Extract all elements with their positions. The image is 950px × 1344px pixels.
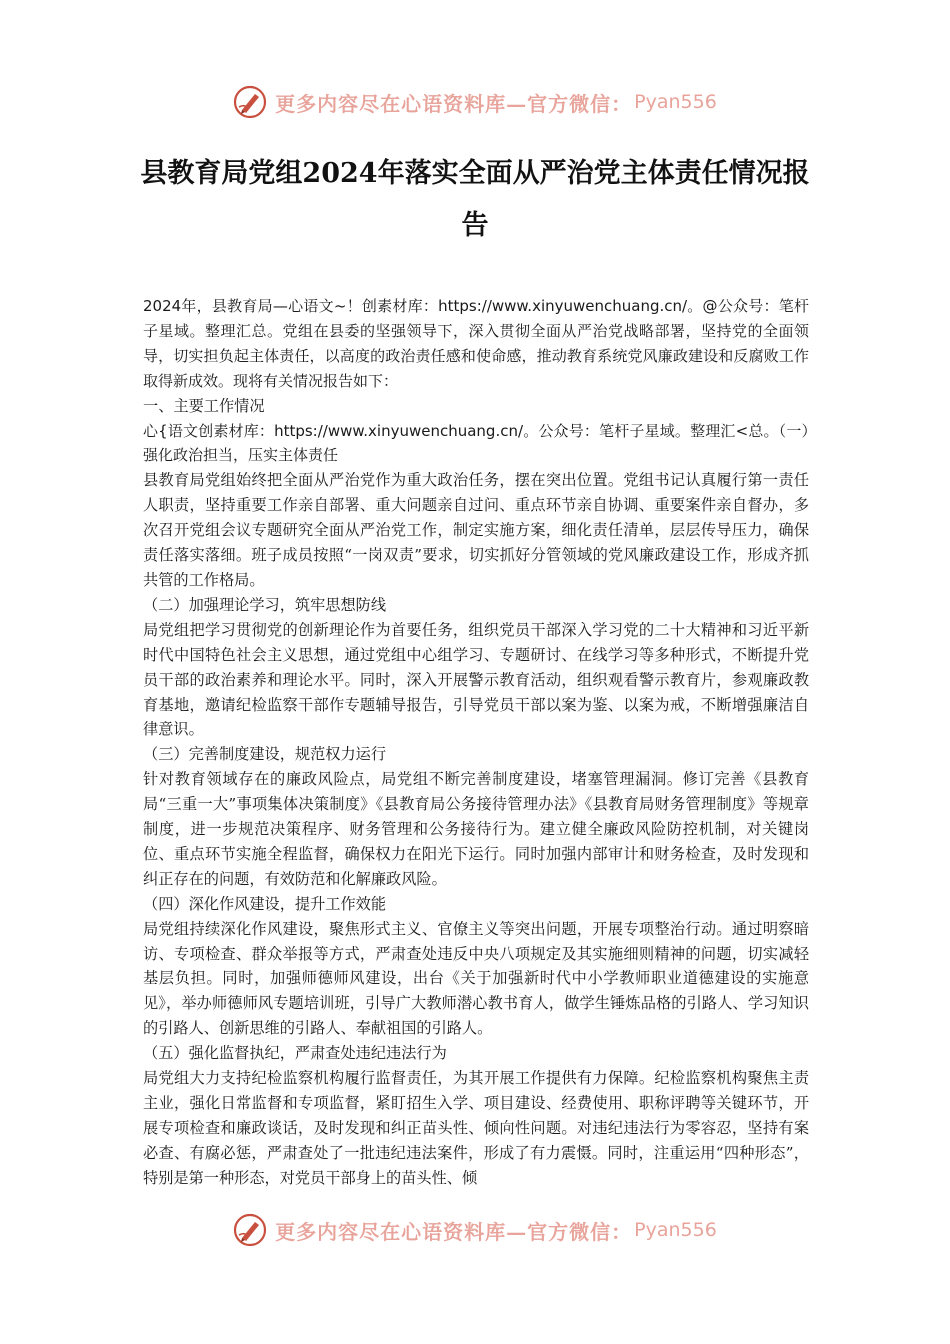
pen-logo-icon (233, 1213, 267, 1247)
paragraph-1: 县教育局党组始终把全面从严治党作为重大政治任务，摆在突出位置。党组书记认真履行第一责任人职责，坚持重要工作亲自部署、重大问题亲自过问、重点环节亲自协调、重要案件亲自督办，多次召开党组会议专题研究全面从严治党工作，制定实施方案，细化责任清单，层层传导压力，确保责任落实落细。班子成员按照“一岗双责”要求，切实抓好分管领域的党风廉政建设工作，形成齐抓共管的工作格局。 (143, 471, 809, 589)
paragraph-4: 局党组持续深化作风建设，聚焦形式主义、官僚主义等突出问题，开展专项整治行动。通过明察暗访、专项检查、群众举报等方式，严肃查处违反中央八项规定及其实施细则精神的问题，切实减轻基层负担。同时，加强师德师风建设，出台《关于加强新时代中小学教师职业道德建设的实施意见》，举办师德师风专题培训班，引导广大教师潜心教书育人，做学生锤炼品格的引路人、学习知识的引路人、创新思维的引路人、奉献祖国的引路人。 (143, 919, 809, 1038)
subheading-4: （四）深化作风建设，提升工作效能 (143, 894, 386, 913)
watermark-text: 更多内容尽在心语资料库—官方微信： (275, 91, 633, 116)
paragraph-3: 针对教育领域存在的廉政风险点，局党组不断完善制度建设，堵塞管理漏洞。修订完善《县教育局“三重一大”事项集体决策制度》《县教育局公务接待管理办法》《县教育局财务管理制度》等规章制度，进一步规范决策程序、财务管理和公务接待行为。建立健全廉政风险防控机制，对关键岗位、重点环节实施全程监督，确保权力在阳光下运行。同时加强内部审计和财务检查，及时发现和纠正存在的问题，有效防范和化解廉政风险。 (143, 770, 809, 888)
document-body (143, 294, 809, 1191)
watermark-banner-top (0, 82, 950, 122)
pen-logo-icon (233, 85, 267, 119)
watermark-text: 更多内容尽在心语资料库—官方微信： (275, 1219, 633, 1244)
page-title: 县教育局党组2024年落实全面从严治党主体责任情况报告 (140, 158, 810, 241)
subheading-3: （三）完善制度建设，规范权力运行 (143, 745, 386, 764)
watermark-handle: Pyan556 (634, 1219, 717, 1241)
paragraph-5: 局党组大力支持纪检监察机构履行监督责任，为其开展工作提供有力保障。纪检监察机构聚焦主责主业，强化日常监督和专项监督，紧盯招生入学、项目建设、经费使用、职称评聘等关键环节，开展专项检查和廉政谈话，及时发现和纠正苗头性、倾向性问题。对违纪违法行为零容忍，坚持有案必查、有腐必惩，严肃查处了一批违纪违法案件，形成了有力震慑。同时，注重运用“四种形态”，特别是第一种形态，对党员干部身上的苗头性、倾 (143, 1069, 809, 1187)
subheading-5: （五）强化监督执纪，严肃查处违纪违法行为 (143, 1044, 447, 1063)
intro-paragraph: 2024年，县教育局—心语文~！创素材库：https://www.xinyuwenchuang.cn/。@公众号：笔杆子星域。整理汇总。党组在县委的坚强领导下，深入贯彻全面从严治党战略部署，坚持党的全面领导，切实担负起主体责任，以高度的政治责任感和使命感，推动教育系统党风廉政建设和反腐败工作取得新成效。现将有关情况报告如下： (143, 297, 809, 390)
watermark-banner-bottom (0, 1210, 950, 1250)
section-heading: 一、主要工作情况 (143, 396, 265, 415)
watermark-inline-line: 心{语文创素材库：https://www.xinyuwenchuang.cn/。公众号：笔杆子星域。整理汇<总。（一）强化政治担当，压实主体责任 (143, 421, 809, 465)
watermark-handle: Pyan556 (634, 91, 717, 113)
paragraph-2: 局党组把学习贯彻党的创新理论作为首要任务，组织党员干部深入学习党的二十大精神和习近平新时代中国特色社会主义思想，通过党组中心组学习、专题研讨、在线学习等多种形式，不断提升党员干部的政治素养和理论水平。同时，深入开展警示教育活动，组织观看警示教育片，参观廉政教育基地，邀请纪检监察干部作专题辅导报告，引导党员干部以案为鉴、以案为戒，不断增强廉洁自律意识。 (143, 620, 809, 739)
subheading-2: （二）加强理论学习，筑牢思想防线 (143, 595, 386, 614)
